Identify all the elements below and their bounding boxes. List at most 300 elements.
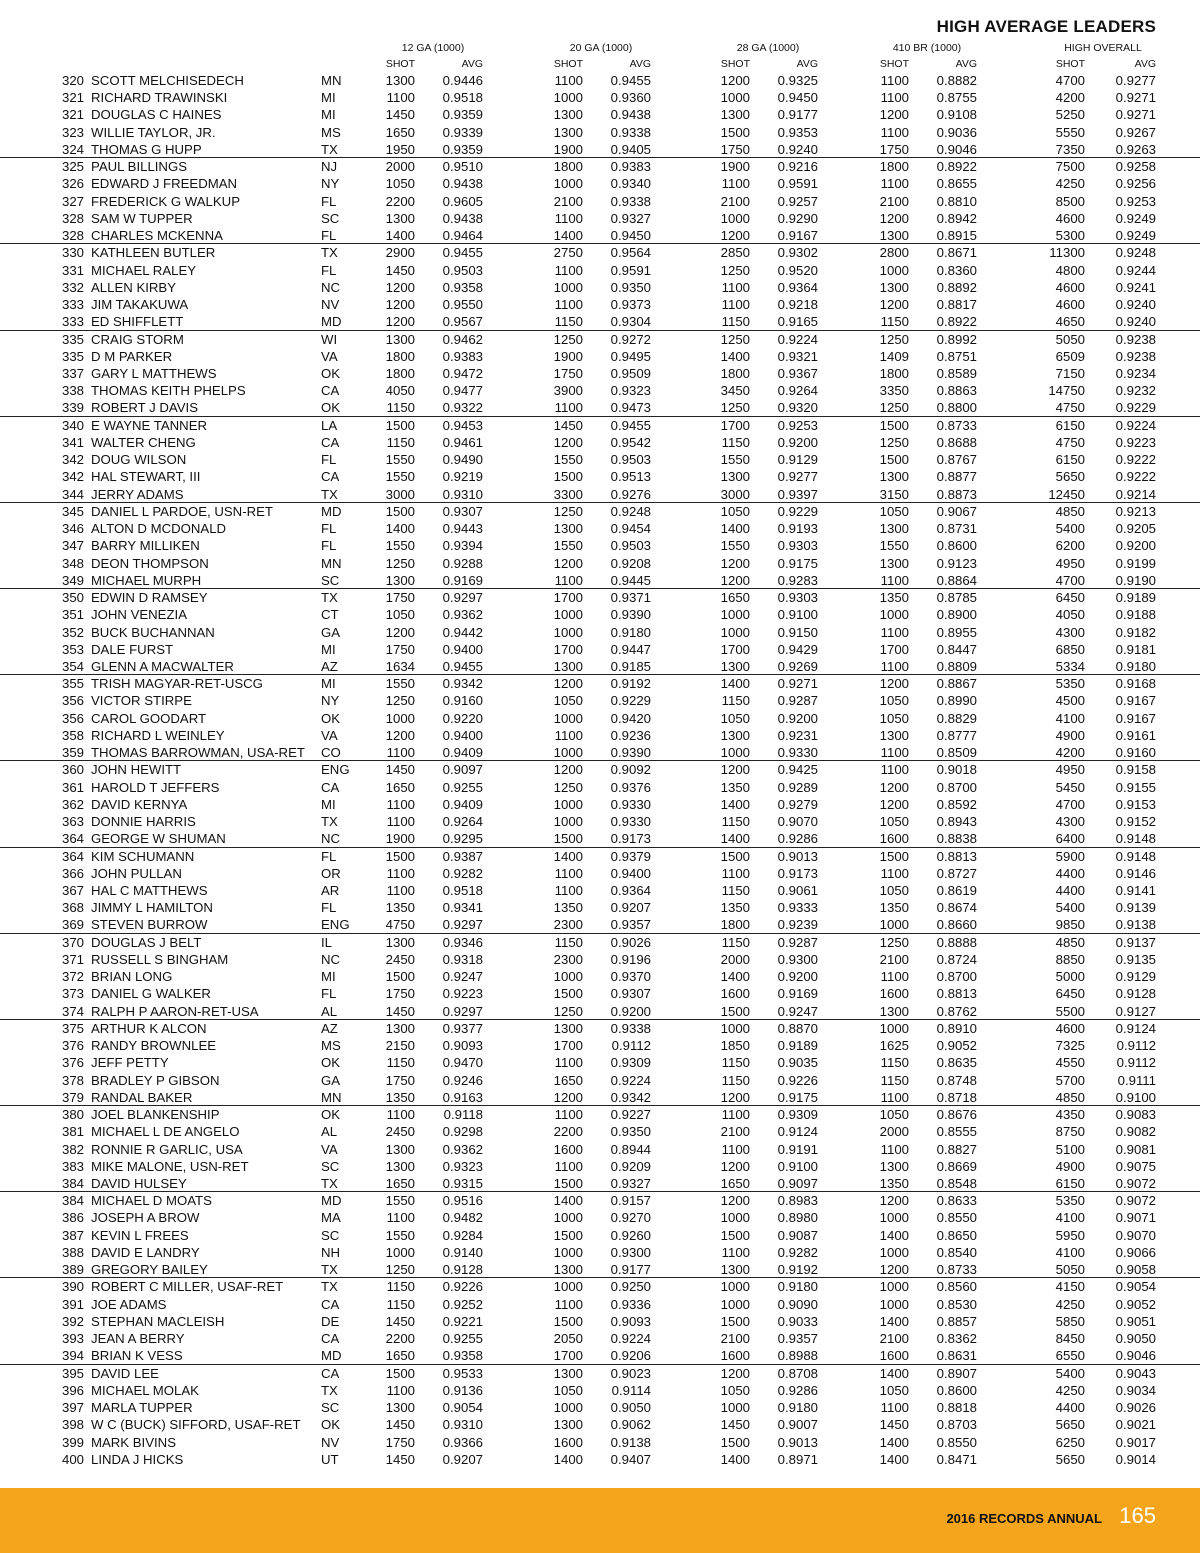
shot-cell: 5350 xyxy=(1055,676,1085,692)
avg-cell: 0.9454 xyxy=(610,521,651,537)
state-cell: NJ xyxy=(321,159,338,175)
shot-cell: 1050 xyxy=(879,710,909,726)
avg-cell: 0.9394 xyxy=(442,538,483,554)
avg-cell: 0.9017 xyxy=(1115,1434,1156,1450)
avg-cell: 0.8600 xyxy=(936,538,977,554)
avg-cell: 0.9550 xyxy=(442,297,483,313)
state-cell: SC xyxy=(321,210,340,226)
shot-cell: 1300 xyxy=(385,73,415,88)
shot-cell: 1150 xyxy=(386,1055,415,1071)
state-cell: IL xyxy=(321,934,332,950)
table-row xyxy=(0,1382,1200,1399)
state-cell: NY xyxy=(321,176,340,192)
shot-cell: 1550 xyxy=(720,452,750,468)
shot-cell: 6400 xyxy=(1055,831,1085,847)
shot-cell: 1550 xyxy=(385,469,415,485)
avg-cell: 0.9447 xyxy=(610,641,651,657)
shot-cell: 1000 xyxy=(553,969,583,985)
rank-cell: 342 xyxy=(62,469,85,485)
avg-cell: 0.9118 xyxy=(443,1107,483,1123)
state-cell: FL xyxy=(321,848,337,864)
name-cell: CRAIG STORM xyxy=(91,331,184,347)
avg-cell: 0.8922 xyxy=(936,314,977,330)
rank-cell: 395 xyxy=(62,1365,85,1381)
shot-cell: 1600 xyxy=(879,831,909,847)
name-cell: THOMAS G HUPP xyxy=(91,141,202,157)
shot-cell: 8750 xyxy=(1055,1124,1085,1140)
shot-cell: 1300 xyxy=(553,1262,583,1278)
avg-cell: 0.8873 xyxy=(936,486,977,502)
avg-cell: 0.9200 xyxy=(777,434,818,450)
avg-cell: 0.9224 xyxy=(1115,417,1156,433)
avg-cell: 0.9071 xyxy=(1115,1210,1156,1226)
table-row xyxy=(0,848,1200,865)
state-cell: TX xyxy=(321,1279,338,1295)
state-cell: FL xyxy=(321,521,337,537)
shot-cell: 1100 xyxy=(554,727,583,743)
avg-cell: 0.8592 xyxy=(936,796,977,812)
shot-cell: 1300 xyxy=(720,469,750,485)
state-cell: TX xyxy=(321,1262,338,1278)
rank-cell: 384 xyxy=(62,1176,85,1191)
avg-cell: 0.9276 xyxy=(610,486,651,502)
shot-cell: 4400 xyxy=(1055,865,1085,881)
state-cell: DE xyxy=(321,1313,340,1329)
avg-cell: 0.9070 xyxy=(777,814,818,830)
rank-cell: 340 xyxy=(62,417,85,433)
avg-cell: 0.9146 xyxy=(1115,865,1156,881)
state-cell: MN xyxy=(321,555,342,571)
shot-cell: 1500 xyxy=(720,124,750,140)
avg-cell: 0.9376 xyxy=(610,779,651,795)
shot-cell: 1050 xyxy=(879,814,909,830)
avg-cell: 0.9520 xyxy=(777,262,818,278)
shot-cell: 2100 xyxy=(879,193,909,209)
avg-cell: 0.9054 xyxy=(1115,1279,1156,1295)
avg-cell: 0.9082 xyxy=(1115,1124,1156,1140)
state-cell: UT xyxy=(321,1451,339,1467)
avg-cell: 0.9379 xyxy=(610,848,651,864)
rank-cell: 367 xyxy=(62,883,85,899)
shot-cell: 1100 xyxy=(554,865,583,881)
shot-cell: 1500 xyxy=(385,1365,415,1381)
table-row xyxy=(0,175,1200,192)
state-cell: CA xyxy=(321,779,340,795)
shot-cell: 1200 xyxy=(553,555,583,571)
shot-cell: 1500 xyxy=(385,848,415,864)
table-row xyxy=(0,779,1200,796)
avg-cell: 0.8983 xyxy=(777,1193,818,1209)
shot-cell: 1200 xyxy=(720,762,750,778)
avg-cell: 0.9327 xyxy=(610,210,651,226)
avg-cell: 0.9446 xyxy=(442,73,483,88)
shot-cell: 1200 xyxy=(879,779,909,795)
shot-cell: 1000 xyxy=(879,917,909,933)
shot-cell: 2200 xyxy=(385,193,415,209)
avg-cell: 0.9046 xyxy=(1115,1348,1156,1364)
shot-cell: 1100 xyxy=(554,297,583,313)
avg-cell: 0.9026 xyxy=(610,934,651,950)
shot-cell: 1500 xyxy=(385,503,415,519)
name-cell: JERRY ADAMS xyxy=(91,486,184,502)
avg-cell: 0.9383 xyxy=(442,348,483,364)
avg-cell: 0.9207 xyxy=(442,1451,483,1467)
shot-cell: 1400 xyxy=(720,796,750,812)
avg-cell: 0.9397 xyxy=(777,486,818,502)
table-row xyxy=(0,1003,1200,1020)
shot-cell: 6450 xyxy=(1055,590,1085,606)
rank-cell: 371 xyxy=(62,951,85,967)
avg-cell: 0.8762 xyxy=(936,1003,977,1019)
shot-cell: 1100 xyxy=(880,1141,909,1157)
name-cell: DONNIE HARRIS xyxy=(91,814,196,830)
shot-cell: 2750 xyxy=(553,245,583,261)
shot-cell: 1300 xyxy=(879,521,909,537)
shot-cell: 1100 xyxy=(880,176,909,192)
avg-cell: 0.9358 xyxy=(442,279,483,295)
avg-cell: 0.9139 xyxy=(1115,900,1156,916)
avg-cell: 0.8700 xyxy=(936,969,977,985)
shot-cell: 1300 xyxy=(385,1158,415,1174)
shot-cell: 1150 xyxy=(880,314,909,330)
shot-cell: 1200 xyxy=(720,1365,750,1381)
rank-cell: 360 xyxy=(62,762,85,778)
shot-cell: 1500 xyxy=(879,848,909,864)
shot-cell: 4950 xyxy=(1055,555,1085,571)
table-row xyxy=(0,1141,1200,1158)
state-cell: CA xyxy=(321,1365,340,1381)
avg-cell: 0.9357 xyxy=(777,1331,818,1347)
shot-cell: 3000 xyxy=(385,486,415,502)
avg-cell: 0.9373 xyxy=(610,297,651,313)
table-row xyxy=(0,451,1200,468)
avg-cell: 0.9342 xyxy=(610,1089,651,1105)
avg-cell: 0.9160 xyxy=(442,693,483,709)
rank-cell: 400 xyxy=(62,1451,85,1467)
state-cell: VA xyxy=(321,348,338,364)
avg-cell: 0.9330 xyxy=(610,814,651,830)
avg-cell: 0.9516 xyxy=(442,1193,483,1209)
rank-cell: 335 xyxy=(62,331,85,347)
rank-cell: 370 xyxy=(62,934,85,950)
avg-cell: 0.9231 xyxy=(777,727,818,743)
name-cell: EDWARD J FREEDMAN xyxy=(91,176,238,192)
table-row xyxy=(0,1123,1200,1140)
name-cell: ALLEN KIRBY xyxy=(91,279,177,295)
state-cell: MD xyxy=(321,1348,342,1364)
table-row xyxy=(0,313,1200,330)
state-cell: CA xyxy=(321,469,340,485)
shot-cell: 1450 xyxy=(553,417,583,433)
name-cell: TRISH MAGYAR-RET-USCG xyxy=(91,676,263,692)
shot-cell: 3450 xyxy=(720,383,750,399)
shot-cell: 1000 xyxy=(879,1244,909,1260)
avg-cell: 0.9250 xyxy=(610,1279,651,1295)
shot-cell: 5400 xyxy=(1055,521,1085,537)
avg-cell: 0.9112 xyxy=(611,1038,651,1054)
avg-cell: 0.9256 xyxy=(1115,176,1156,192)
shot-cell: 1200 xyxy=(553,676,583,692)
shot-cell: 6150 xyxy=(1055,452,1085,468)
avg-cell: 0.9453 xyxy=(442,417,483,433)
name-cell: MICHAEL MURPH xyxy=(91,572,202,588)
avg-cell: 0.9093 xyxy=(610,1313,651,1329)
avg-cell: 0.9509 xyxy=(610,365,651,381)
avg-cell: 0.9400 xyxy=(610,865,651,881)
avg-cell: 0.8818 xyxy=(936,1400,977,1416)
rank-cell: 380 xyxy=(62,1107,85,1123)
shot-cell: 1100 xyxy=(880,745,909,761)
avg-cell: 0.9157 xyxy=(610,1193,651,1209)
avg-cell: 0.9240 xyxy=(1115,297,1156,313)
shot-cell: 1350 xyxy=(879,900,909,916)
avg-cell: 0.8555 xyxy=(936,1124,977,1140)
avg-cell: 0.9287 xyxy=(777,934,818,950)
avg-cell: 0.9236 xyxy=(610,727,651,743)
avg-cell: 0.9093 xyxy=(442,1038,483,1054)
shot-cell: 6450 xyxy=(1055,986,1085,1002)
name-cell: HAL C MATTHEWS xyxy=(91,883,208,899)
avg-cell: 0.9252 xyxy=(442,1296,483,1312)
shot-cell: 1000 xyxy=(553,796,583,812)
avg-cell: 0.9124 xyxy=(1115,1020,1156,1036)
shot-cell: 6150 xyxy=(1055,1176,1085,1191)
name-cell: EDWIN D RAMSEY xyxy=(91,590,208,606)
avg-cell: 0.9175 xyxy=(777,555,818,571)
name-cell: DOUGLAS J BELT xyxy=(91,934,202,950)
avg-cell: 0.9518 xyxy=(442,883,483,899)
shot-cell: 1800 xyxy=(720,917,750,933)
shot-cell: 1500 xyxy=(720,848,750,864)
shot-cell: 1250 xyxy=(385,693,415,709)
shot-cell: 1300 xyxy=(385,331,415,347)
shot-cell: 5850 xyxy=(1055,1313,1085,1329)
table-row xyxy=(0,710,1200,727)
rank-cell: 326 xyxy=(62,176,85,192)
shot-cell: 1450 xyxy=(385,107,415,123)
avg-cell: 0.9127 xyxy=(1115,1003,1156,1019)
shot-cell: 5500 xyxy=(1055,1003,1085,1019)
shot-cell: 1500 xyxy=(553,831,583,847)
rank-cell: 373 xyxy=(62,986,85,1002)
table-row xyxy=(0,227,1200,244)
table-row xyxy=(0,262,1200,279)
table-row xyxy=(0,606,1200,623)
state-cell: FL xyxy=(321,452,337,468)
avg-cell: 0.9258 xyxy=(1115,159,1156,175)
shot-cell: 4100 xyxy=(1055,1210,1085,1226)
shot-cell: 1650 xyxy=(385,779,415,795)
shot-cell: 1100 xyxy=(880,624,909,640)
state-cell: NY xyxy=(321,693,340,709)
rank-cell: 321 xyxy=(62,107,85,123)
table-row xyxy=(0,124,1200,141)
state-cell: LA xyxy=(321,417,338,433)
shot-cell: 1100 xyxy=(880,762,909,778)
shot-cell: 1100 xyxy=(554,73,583,88)
name-cell: HAL STEWART, III xyxy=(91,469,201,485)
avg-cell: 0.9482 xyxy=(442,1210,483,1226)
table-row xyxy=(0,727,1200,744)
avg-cell: 0.8767 xyxy=(936,452,977,468)
avg-cell: 0.9097 xyxy=(777,1176,818,1191)
name-cell: RUSSELL S BINGHAM xyxy=(91,951,229,967)
rank-cell: 344 xyxy=(62,486,85,502)
table-row xyxy=(0,296,1200,313)
shot-cell: 1300 xyxy=(720,727,750,743)
shot-cell: 2100 xyxy=(879,951,909,967)
shot-cell: 1000 xyxy=(385,710,415,726)
name-cell: CAROL GOODART xyxy=(91,710,207,726)
shot-cell: 1200 xyxy=(879,676,909,692)
avg-cell: 0.9290 xyxy=(777,210,818,226)
name-cell: JOHN PULLAN xyxy=(91,865,182,881)
avg-cell: 0.9185 xyxy=(610,658,651,674)
avg-cell: 0.9353 xyxy=(777,124,818,140)
avg-cell: 0.9206 xyxy=(610,1348,651,1364)
avg-cell: 0.9247 xyxy=(777,1003,818,1019)
avg-cell: 0.9605 xyxy=(442,193,483,209)
shot-cell: 1100 xyxy=(554,883,583,899)
shot-cell: 4200 xyxy=(1055,90,1085,106)
shot-cell: 1000 xyxy=(720,1210,750,1226)
avg-cell: 0.9438 xyxy=(610,107,651,123)
shot-cell: 1650 xyxy=(385,1176,415,1191)
state-cell: OR xyxy=(321,865,341,881)
avg-cell: 0.9021 xyxy=(1115,1417,1156,1433)
avg-cell: 0.8631 xyxy=(936,1348,977,1364)
table-row xyxy=(0,348,1200,365)
shot-cell: 1500 xyxy=(879,417,909,433)
avg-cell: 0.9193 xyxy=(777,521,818,537)
avg-cell: 0.9173 xyxy=(777,865,818,881)
avg-header: AVG xyxy=(1134,58,1156,70)
shot-cell: 1350 xyxy=(720,779,750,795)
table-row xyxy=(0,1227,1200,1244)
name-cell: GLENN A MACWALTER xyxy=(91,658,234,674)
avg-cell: 0.9442 xyxy=(442,624,483,640)
shot-cell: 1100 xyxy=(386,1382,415,1398)
shot-cell: 1050 xyxy=(720,1382,750,1398)
avg-cell: 0.9362 xyxy=(442,607,483,623)
shot-cell: 1200 xyxy=(720,1158,750,1174)
name-cell: JOHN HEWITT xyxy=(91,762,182,778)
shot-cell: 5050 xyxy=(1055,331,1085,347)
name-cell: BRIAN LONG xyxy=(91,969,173,985)
avg-cell: 0.9420 xyxy=(610,710,651,726)
avg-cell: 0.9124 xyxy=(777,1124,818,1140)
table-row xyxy=(0,744,1200,761)
avg-cell: 0.9350 xyxy=(610,1124,651,1140)
name-cell: W C (BUCK) SIFFORD, USAF-RET xyxy=(91,1417,301,1433)
state-cell: OK xyxy=(321,365,341,381)
avg-cell: 0.9287 xyxy=(777,693,818,709)
avg-cell: 0.9035 xyxy=(777,1055,818,1071)
avg-cell: 0.9167 xyxy=(1115,710,1156,726)
avg-cell: 0.9359 xyxy=(442,141,483,157)
shot-cell: 1500 xyxy=(553,986,583,1002)
shot-cell: 1000 xyxy=(553,1244,583,1260)
shot-cell: 4700 xyxy=(1055,572,1085,588)
shot-cell: 1250 xyxy=(879,400,909,416)
shot-cell: 1100 xyxy=(721,297,750,313)
avg-cell: 0.8703 xyxy=(936,1417,977,1433)
avg-cell: 0.9338 xyxy=(610,193,651,209)
rank-cell: 345 xyxy=(62,503,85,519)
shot-cell: 2200 xyxy=(553,1124,583,1140)
avg-cell: 0.8877 xyxy=(936,469,977,485)
state-cell: GA xyxy=(321,624,341,640)
state-cell: VA xyxy=(321,1141,338,1157)
avg-cell: 0.9425 xyxy=(777,762,818,778)
avg-cell: 0.9320 xyxy=(777,400,818,416)
avg-cell: 0.9510 xyxy=(442,159,483,175)
shot-cell: 1400 xyxy=(720,521,750,537)
rank-cell: 361 xyxy=(62,779,85,795)
avg-cell: 0.9168 xyxy=(1115,676,1156,692)
avg-cell: 0.8863 xyxy=(936,383,977,399)
avg-cell: 0.8724 xyxy=(936,951,977,967)
avg-cell: 0.9226 xyxy=(777,1072,818,1088)
state-cell: FL xyxy=(321,262,337,278)
avg-cell: 0.9591 xyxy=(610,262,651,278)
shot-cell: 1200 xyxy=(385,727,415,743)
state-cell: TX xyxy=(321,486,338,502)
shot-cell: 1350 xyxy=(879,1176,909,1191)
shot-cell: 4250 xyxy=(1055,176,1085,192)
avg-cell: 0.9214 xyxy=(1115,486,1156,502)
shot-cell: 4600 xyxy=(1055,279,1085,295)
shot-cell: 4600 xyxy=(1055,210,1085,226)
page-title: HIGH AVERAGE LEADERS xyxy=(936,17,1156,36)
rank-cell: 375 xyxy=(62,1020,85,1036)
shot-cell: 1300 xyxy=(879,228,909,244)
shot-cell: 4850 xyxy=(1055,1089,1085,1105)
shot-cell: 1500 xyxy=(553,1176,583,1191)
avg-cell: 0.9310 xyxy=(442,1417,483,1433)
state-cell: SC xyxy=(321,1227,340,1243)
shot-cell: 1050 xyxy=(385,607,415,623)
avg-cell: 0.9218 xyxy=(777,297,818,313)
rank-cell: 392 xyxy=(62,1313,85,1329)
shot-cell: 1300 xyxy=(879,279,909,295)
avg-header: AVG xyxy=(796,58,818,70)
shot-cell: 1100 xyxy=(386,814,415,830)
avg-cell: 0.9090 xyxy=(777,1296,818,1312)
name-cell: WILLIE TAYLOR, JR. xyxy=(91,124,216,140)
avg-cell: 0.9092 xyxy=(610,762,651,778)
state-cell: OK xyxy=(321,1107,341,1123)
rank-cell: 337 xyxy=(62,365,85,381)
avg-cell: 0.9240 xyxy=(777,141,818,157)
avg-cell: 0.8708 xyxy=(777,1365,818,1381)
avg-cell: 0.8980 xyxy=(777,1210,818,1226)
state-cell: CA xyxy=(321,1296,340,1312)
name-cell: DOUGLAS C HAINES xyxy=(91,107,222,123)
name-cell: BUCK BUCHANNAN xyxy=(91,624,215,640)
shot-cell: 1450 xyxy=(720,1417,750,1433)
avg-cell: 0.9232 xyxy=(1115,383,1156,399)
avg-cell: 0.8857 xyxy=(936,1313,977,1329)
shot-cell: 1100 xyxy=(880,572,909,588)
avg-cell: 0.9129 xyxy=(1115,969,1156,985)
avg-cell: 0.9249 xyxy=(1115,228,1156,244)
shot-cell: 1150 xyxy=(554,934,583,950)
shot-cell: 1150 xyxy=(721,1072,750,1088)
avg-cell: 0.9181 xyxy=(1115,641,1156,657)
avg-cell: 0.9097 xyxy=(442,762,483,778)
state-cell: WI xyxy=(321,331,338,347)
